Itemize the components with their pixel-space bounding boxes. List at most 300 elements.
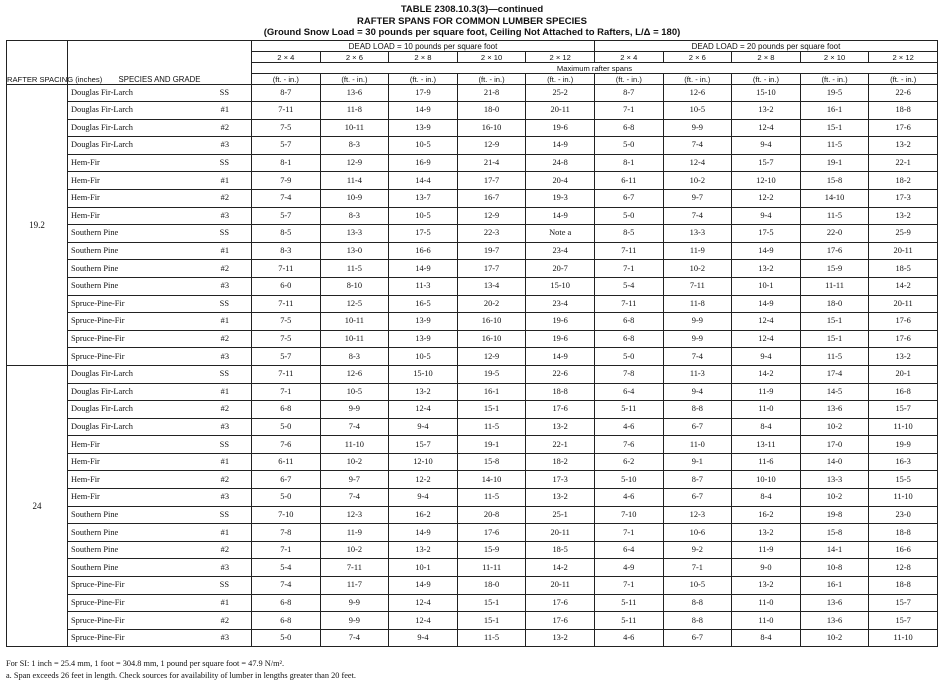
species-grade-cell xyxy=(68,137,252,155)
span-value-cell: 20-4 xyxy=(526,172,595,190)
span-value-cell: 10-2 xyxy=(320,453,389,471)
span-value-cell: 13-2 xyxy=(869,348,938,366)
span-value-cell: 4-9 xyxy=(594,559,663,577)
span-value-cell: 12-3 xyxy=(663,506,732,524)
span-value-cell: 15-10 xyxy=(526,277,595,295)
species-grade-cell xyxy=(68,436,252,454)
rafter-span-table xyxy=(6,40,938,647)
species-name: Southern Pine xyxy=(71,562,119,572)
span-value-cell: 14-9 xyxy=(389,577,458,595)
table-row xyxy=(7,260,938,278)
species-name: Douglas Fir-Larch xyxy=(71,369,133,379)
species-name: Hem-Fir xyxy=(71,175,100,185)
span-value-cell: 7-10 xyxy=(252,506,321,524)
span-value-cell: 15-1 xyxy=(800,119,869,137)
span-value-cell: 17-7 xyxy=(457,260,526,278)
span-value-cell: 14-9 xyxy=(526,137,595,155)
table-row xyxy=(7,506,938,524)
span-value-cell: 8-7 xyxy=(594,85,663,102)
species-grade-cell xyxy=(68,242,252,260)
span-value-cell: 15-1 xyxy=(457,401,526,419)
span-value-cell: 18-8 xyxy=(869,577,938,595)
grade: #2 xyxy=(220,263,229,273)
species-name: Hem-Fir xyxy=(71,439,100,449)
species-name: Hem-Fir xyxy=(71,210,100,220)
span-value-cell: 6-8 xyxy=(594,330,663,348)
species-grade-cell xyxy=(68,313,252,331)
species-grade-cell xyxy=(68,172,252,190)
table-row xyxy=(7,436,938,454)
span-value-cell: 8-5 xyxy=(594,225,663,243)
table-header xyxy=(7,41,938,85)
span-value-cell: 15-10 xyxy=(732,85,801,102)
grade: #2 xyxy=(220,615,229,625)
span-value-cell: 11-9 xyxy=(732,541,801,559)
grade: SS xyxy=(219,298,229,308)
span-value-cell: 12-10 xyxy=(732,172,801,190)
grade: #2 xyxy=(220,193,229,203)
span-value-cell: 4-6 xyxy=(594,629,663,647)
span-value-cell: 22-0 xyxy=(800,225,869,243)
span-value-cell: 12-9 xyxy=(457,207,526,225)
table-row xyxy=(7,541,938,559)
span-value-cell: 7-1 xyxy=(594,524,663,542)
span-value-cell: 11-7 xyxy=(320,577,389,595)
table-row xyxy=(7,330,938,348)
span-value-cell: 15-7 xyxy=(869,612,938,630)
max-spans-header: Maximum rafter spans xyxy=(252,63,938,74)
span-value-cell: 9-9 xyxy=(663,313,732,331)
span-value-cell: 9-9 xyxy=(320,401,389,419)
span-value-cell: 11-0 xyxy=(732,612,801,630)
span-value-cell: 15-1 xyxy=(457,612,526,630)
span-value-cell: 16-1 xyxy=(800,102,869,120)
size-header: 2 × 4 xyxy=(252,52,321,63)
span-value-cell: 11-10 xyxy=(869,418,938,436)
grade: #2 xyxy=(220,474,229,484)
span-value-cell: 8-3 xyxy=(320,137,389,155)
span-value-cell: 19-5 xyxy=(800,85,869,102)
span-value-cell: 13-0 xyxy=(320,242,389,260)
span-value-cell: 11-0 xyxy=(732,594,801,612)
table-row xyxy=(7,102,938,120)
span-value-cell: 6-8 xyxy=(252,594,321,612)
size-header: 2 × 12 xyxy=(869,52,938,63)
span-value-cell: 9-4 xyxy=(389,489,458,507)
span-value-cell: 9-7 xyxy=(663,189,732,207)
span-value-cell: 8-3 xyxy=(252,242,321,260)
species-grade-cell xyxy=(68,277,252,295)
span-value-cell: 6-11 xyxy=(252,453,321,471)
span-value-cell: 9-4 xyxy=(732,137,801,155)
span-value-cell: 11-9 xyxy=(663,242,732,260)
span-value-cell: 13-9 xyxy=(389,313,458,331)
span-value-cell: 14-4 xyxy=(389,172,458,190)
span-value-cell: 16-3 xyxy=(869,453,938,471)
span-value-cell: 5-4 xyxy=(252,559,321,577)
span-value-cell: 20-7 xyxy=(526,260,595,278)
size-header: 2 × 8 xyxy=(389,52,458,63)
span-value-cell: 12-2 xyxy=(732,189,801,207)
span-value-cell: 9-1 xyxy=(663,453,732,471)
species-grade-cell xyxy=(68,85,252,102)
span-value-cell: 10-2 xyxy=(320,541,389,559)
span-value-cell: 11-3 xyxy=(389,277,458,295)
span-value-cell: 7-4 xyxy=(663,137,732,155)
span-value-cell: 9-4 xyxy=(732,348,801,366)
span-value-cell: 14-5 xyxy=(800,383,869,401)
unit-header: (ft. - in.) xyxy=(457,74,526,85)
span-value-cell: 8-8 xyxy=(663,594,732,612)
span-value-cell: 7-1 xyxy=(663,559,732,577)
span-value-cell: 6-0 xyxy=(252,277,321,295)
grade: #3 xyxy=(220,562,229,572)
span-value-cell: 14-10 xyxy=(457,471,526,489)
table-row xyxy=(7,629,938,647)
grade: #1 xyxy=(220,386,229,396)
span-value-cell: 13-2 xyxy=(389,383,458,401)
species-grade-cell xyxy=(68,612,252,630)
span-value-cell: 20-11 xyxy=(526,577,595,595)
species-name: Spruce-Pine-Fir xyxy=(71,316,125,326)
span-value-cell: 9-0 xyxy=(732,559,801,577)
span-value-cell: 5-7 xyxy=(252,137,321,155)
span-value-cell: 11-10 xyxy=(869,489,938,507)
table-title-block xyxy=(0,4,944,39)
span-value-cell: 7-5 xyxy=(252,330,321,348)
span-value-cell: 12-9 xyxy=(457,348,526,366)
species-name: Douglas Fir-Larch xyxy=(71,386,133,396)
span-value-cell: 5-11 xyxy=(594,612,663,630)
span-value-cell: 14-9 xyxy=(389,102,458,120)
span-value-cell: 21-8 xyxy=(457,85,526,102)
grade: #1 xyxy=(220,246,229,256)
span-value-cell: 16-1 xyxy=(457,383,526,401)
span-value-cell: 17-6 xyxy=(526,594,595,612)
span-value-cell: 22-1 xyxy=(526,436,595,454)
species-grade-cell xyxy=(68,524,252,542)
span-value-cell: 18-0 xyxy=(800,295,869,313)
species-grade-header: SPECIES AND GRADE xyxy=(68,41,252,85)
grade: SS xyxy=(219,369,229,379)
footnote-a: a. Span exceeds 26 feet in length. Check sources for availability of lumber in lengths greater than 20 feet. xyxy=(6,670,356,680)
span-value-cell: 12-4 xyxy=(389,594,458,612)
span-value-cell: 16-9 xyxy=(389,154,458,172)
span-value-cell: 7-1 xyxy=(594,260,663,278)
table-number: TABLE 2308.10.3(3)—continued xyxy=(400,4,544,15)
span-value-cell: 11-11 xyxy=(800,277,869,295)
species-grade-cell xyxy=(68,348,252,366)
species-grade-cell xyxy=(68,260,252,278)
span-value-cell: 20-2 xyxy=(457,295,526,313)
span-value-cell: 10-5 xyxy=(663,102,732,120)
table-row xyxy=(7,119,938,137)
span-value-cell: 19-1 xyxy=(800,154,869,172)
table-row xyxy=(7,154,938,172)
table-row xyxy=(7,594,938,612)
span-value-cell: 15-7 xyxy=(732,154,801,172)
span-value-cell: 13-11 xyxy=(732,436,801,454)
span-value-cell: 7-11 xyxy=(663,277,732,295)
species-name: Hem-Fir xyxy=(71,457,100,467)
span-value-cell: 6-8 xyxy=(252,612,321,630)
span-value-cell: 8-10 xyxy=(320,277,389,295)
span-value-cell: 17-6 xyxy=(800,242,869,260)
grade: #1 xyxy=(220,175,229,185)
span-value-cell: 17-7 xyxy=(457,172,526,190)
species-grade-cell xyxy=(68,453,252,471)
table-row xyxy=(7,207,938,225)
species-grade-cell xyxy=(68,154,252,172)
span-value-cell: 9-4 xyxy=(389,629,458,647)
span-value-cell: 7-11 xyxy=(320,559,389,577)
species-name: Southern Pine xyxy=(71,281,119,291)
span-value-cell: 13-4 xyxy=(457,277,526,295)
span-value-cell: 10-5 xyxy=(389,137,458,155)
span-value-cell: 10-1 xyxy=(389,559,458,577)
span-value-cell: 10-10 xyxy=(732,471,801,489)
span-value-cell: 10-11 xyxy=(320,313,389,331)
species-name: Douglas Fir-Larch xyxy=(71,404,133,414)
span-value-cell: 9-4 xyxy=(732,207,801,225)
span-value-cell: 17-5 xyxy=(389,225,458,243)
species-grade-cell xyxy=(68,207,252,225)
species-grade-cell xyxy=(68,559,252,577)
span-value-cell: 13-2 xyxy=(389,541,458,559)
span-value-cell: 21-4 xyxy=(457,154,526,172)
span-value-cell: 5-0 xyxy=(252,629,321,647)
grade: #3 xyxy=(220,281,229,291)
span-value-cell: 5-11 xyxy=(594,594,663,612)
span-value-cell: 18-8 xyxy=(526,383,595,401)
species-name: Spruce-Pine-Fir xyxy=(71,298,125,308)
span-value-cell: 17-6 xyxy=(869,119,938,137)
span-value-cell: 7-11 xyxy=(252,102,321,120)
span-value-cell: 8-3 xyxy=(320,207,389,225)
species-grade-cell xyxy=(68,471,252,489)
span-value-cell: 9-9 xyxy=(663,330,732,348)
species-grade-cell xyxy=(68,102,252,120)
species-grade-cell xyxy=(68,506,252,524)
span-value-cell: 8-4 xyxy=(732,489,801,507)
span-value-cell: 22-1 xyxy=(869,154,938,172)
species-grade-cell xyxy=(68,225,252,243)
span-value-cell: 20-1 xyxy=(869,365,938,383)
span-value-cell: 9-4 xyxy=(663,383,732,401)
span-value-cell: 20-11 xyxy=(526,524,595,542)
span-value-cell: 6-7 xyxy=(663,418,732,436)
grade: SS xyxy=(219,158,229,168)
span-value-cell: 13-6 xyxy=(800,401,869,419)
span-value-cell: 11-11 xyxy=(457,559,526,577)
span-value-cell: 16-8 xyxy=(869,383,938,401)
grade: SS xyxy=(219,509,229,519)
species-name: Spruce-Pine-Fir xyxy=(71,615,125,625)
span-value-cell: 15-7 xyxy=(869,401,938,419)
span-value-cell: 13-6 xyxy=(320,85,389,102)
span-value-cell: 5-0 xyxy=(252,489,321,507)
span-value-cell: 22-6 xyxy=(869,85,938,102)
span-value-cell: 17-4 xyxy=(800,365,869,383)
span-value-cell: 6-7 xyxy=(594,189,663,207)
span-value-cell: 17-5 xyxy=(732,225,801,243)
span-value-cell: 13-2 xyxy=(526,489,595,507)
span-value-cell: 14-9 xyxy=(389,260,458,278)
span-value-cell: 10-2 xyxy=(800,629,869,647)
span-value-cell: 15-1 xyxy=(800,330,869,348)
span-value-cell: 23-4 xyxy=(526,295,595,313)
species-grade-cell xyxy=(68,330,252,348)
span-value-cell: Note a xyxy=(526,225,595,243)
span-value-cell: 15-7 xyxy=(869,594,938,612)
species-name: Southern Pine xyxy=(71,527,119,537)
span-value-cell: 11-5 xyxy=(457,418,526,436)
species-grade-cell xyxy=(68,401,252,419)
species-grade-cell xyxy=(68,418,252,436)
unit-header: (ft. - in.) xyxy=(252,74,321,85)
span-value-cell: 4-6 xyxy=(594,489,663,507)
span-value-cell: 10-5 xyxy=(320,383,389,401)
grade: #1 xyxy=(220,527,229,537)
span-value-cell: 5-7 xyxy=(252,348,321,366)
span-value-cell: 10-8 xyxy=(800,559,869,577)
span-value-cell: 5-7 xyxy=(252,207,321,225)
span-value-cell: 7-11 xyxy=(252,295,321,313)
table-row xyxy=(7,612,938,630)
span-value-cell: 9-2 xyxy=(663,541,732,559)
span-value-cell: 13-2 xyxy=(732,577,801,595)
span-value-cell: 10-2 xyxy=(800,418,869,436)
species-name: Spruce-Pine-Fir xyxy=(71,351,125,361)
span-value-cell: 14-2 xyxy=(732,365,801,383)
span-value-cell: 13-2 xyxy=(526,418,595,436)
span-value-cell: 16-6 xyxy=(389,242,458,260)
span-value-cell: 6-4 xyxy=(594,541,663,559)
span-value-cell: 14-9 xyxy=(389,524,458,542)
span-value-cell: 6-8 xyxy=(594,119,663,137)
span-value-cell: 11-10 xyxy=(869,629,938,647)
table-row xyxy=(7,453,938,471)
species-name: Southern Pine xyxy=(71,246,119,256)
grade: #1 xyxy=(220,597,229,607)
species-name: Hem-Fir xyxy=(71,492,100,502)
span-value-cell: 14-9 xyxy=(526,207,595,225)
species-grade-cell xyxy=(68,189,252,207)
span-value-cell: 13-2 xyxy=(869,137,938,155)
span-value-cell: 11-5 xyxy=(457,489,526,507)
grade: #3 xyxy=(220,633,229,643)
span-value-cell: 13-2 xyxy=(732,260,801,278)
span-value-cell: 6-7 xyxy=(252,471,321,489)
span-value-cell: 7-9 xyxy=(252,172,321,190)
species-grade-cell xyxy=(68,295,252,313)
table-row xyxy=(7,313,938,331)
species-name: Douglas Fir-Larch xyxy=(71,105,133,115)
span-value-cell: 5-0 xyxy=(594,137,663,155)
span-value-cell: 13-7 xyxy=(389,189,458,207)
span-value-cell: 5-0 xyxy=(594,348,663,366)
unit-header: (ft. - in.) xyxy=(663,74,732,85)
span-value-cell: 20-11 xyxy=(526,102,595,120)
span-value-cell: 15-9 xyxy=(800,260,869,278)
span-value-cell: 24-8 xyxy=(526,154,595,172)
span-value-cell: 15-8 xyxy=(800,172,869,190)
span-value-cell: 19-5 xyxy=(457,365,526,383)
span-value-cell: 7-11 xyxy=(594,295,663,313)
table-row xyxy=(7,489,938,507)
table-subtitle: (Ground Snow Load = 30 pounds per square foot, Ceiling Not Attached to Rafters, L/Δ = 180) xyxy=(263,27,681,38)
span-value-cell: 8-1 xyxy=(252,154,321,172)
span-value-cell: 4-6 xyxy=(594,418,663,436)
span-value-cell: 12-8 xyxy=(869,559,938,577)
span-value-cell: 7-5 xyxy=(252,119,321,137)
span-value-cell: 8-7 xyxy=(252,85,321,102)
span-value-cell: 19-3 xyxy=(526,189,595,207)
span-value-cell: 12-4 xyxy=(732,330,801,348)
span-value-cell: 16-6 xyxy=(869,541,938,559)
table-row xyxy=(7,401,938,419)
span-value-cell: 6-8 xyxy=(594,313,663,331)
table-body xyxy=(7,85,938,647)
span-value-cell: 5-4 xyxy=(594,277,663,295)
unit-header: (ft. - in.) xyxy=(732,74,801,85)
span-value-cell: 10-2 xyxy=(800,489,869,507)
species-name: Spruce-Pine-Fir xyxy=(71,597,125,607)
span-value-cell: 14-2 xyxy=(526,559,595,577)
span-value-cell: 22-3 xyxy=(457,225,526,243)
size-header: 2 × 6 xyxy=(663,52,732,63)
span-value-cell: 10-1 xyxy=(732,277,801,295)
span-value-cell: 7-5 xyxy=(252,313,321,331)
span-value-cell: 22-6 xyxy=(526,365,595,383)
span-value-cell: 15-5 xyxy=(869,471,938,489)
span-value-cell: 11-4 xyxy=(320,172,389,190)
span-value-cell: 12-4 xyxy=(389,401,458,419)
grade: SS xyxy=(219,580,229,590)
span-value-cell: 18-5 xyxy=(869,260,938,278)
unit-header: (ft. - in.) xyxy=(800,74,869,85)
span-value-cell: 10-5 xyxy=(389,207,458,225)
span-value-cell: 11-5 xyxy=(800,348,869,366)
species-name: Southern Pine xyxy=(71,545,119,555)
unit-header: (ft. - in.) xyxy=(389,74,458,85)
span-value-cell: 11-8 xyxy=(663,295,732,313)
table-row xyxy=(7,242,938,260)
span-value-cell: 12-6 xyxy=(320,365,389,383)
span-value-cell: 11-3 xyxy=(663,365,732,383)
span-value-cell: 7-6 xyxy=(594,436,663,454)
span-value-cell: 7-10 xyxy=(594,506,663,524)
span-value-cell: 6-7 xyxy=(663,629,732,647)
rafter-spacing-cell: 24 xyxy=(7,365,68,647)
species-grade-cell xyxy=(68,119,252,137)
span-value-cell: 13-2 xyxy=(732,102,801,120)
span-value-cell: 7-1 xyxy=(252,541,321,559)
span-value-cell: 13-3 xyxy=(320,225,389,243)
span-value-cell: 6-4 xyxy=(594,383,663,401)
span-value-cell: 18-0 xyxy=(457,577,526,595)
span-value-cell: 6-7 xyxy=(663,489,732,507)
span-value-cell: 13-2 xyxy=(732,524,801,542)
span-value-cell: 7-1 xyxy=(594,577,663,595)
span-value-cell: 17-0 xyxy=(800,436,869,454)
grade: #3 xyxy=(220,210,229,220)
span-value-cell: 7-4 xyxy=(320,418,389,436)
span-value-cell: 17-3 xyxy=(526,471,595,489)
span-value-cell: 11-0 xyxy=(663,436,732,454)
span-value-cell: 7-4 xyxy=(252,577,321,595)
span-value-cell: 12-4 xyxy=(663,154,732,172)
